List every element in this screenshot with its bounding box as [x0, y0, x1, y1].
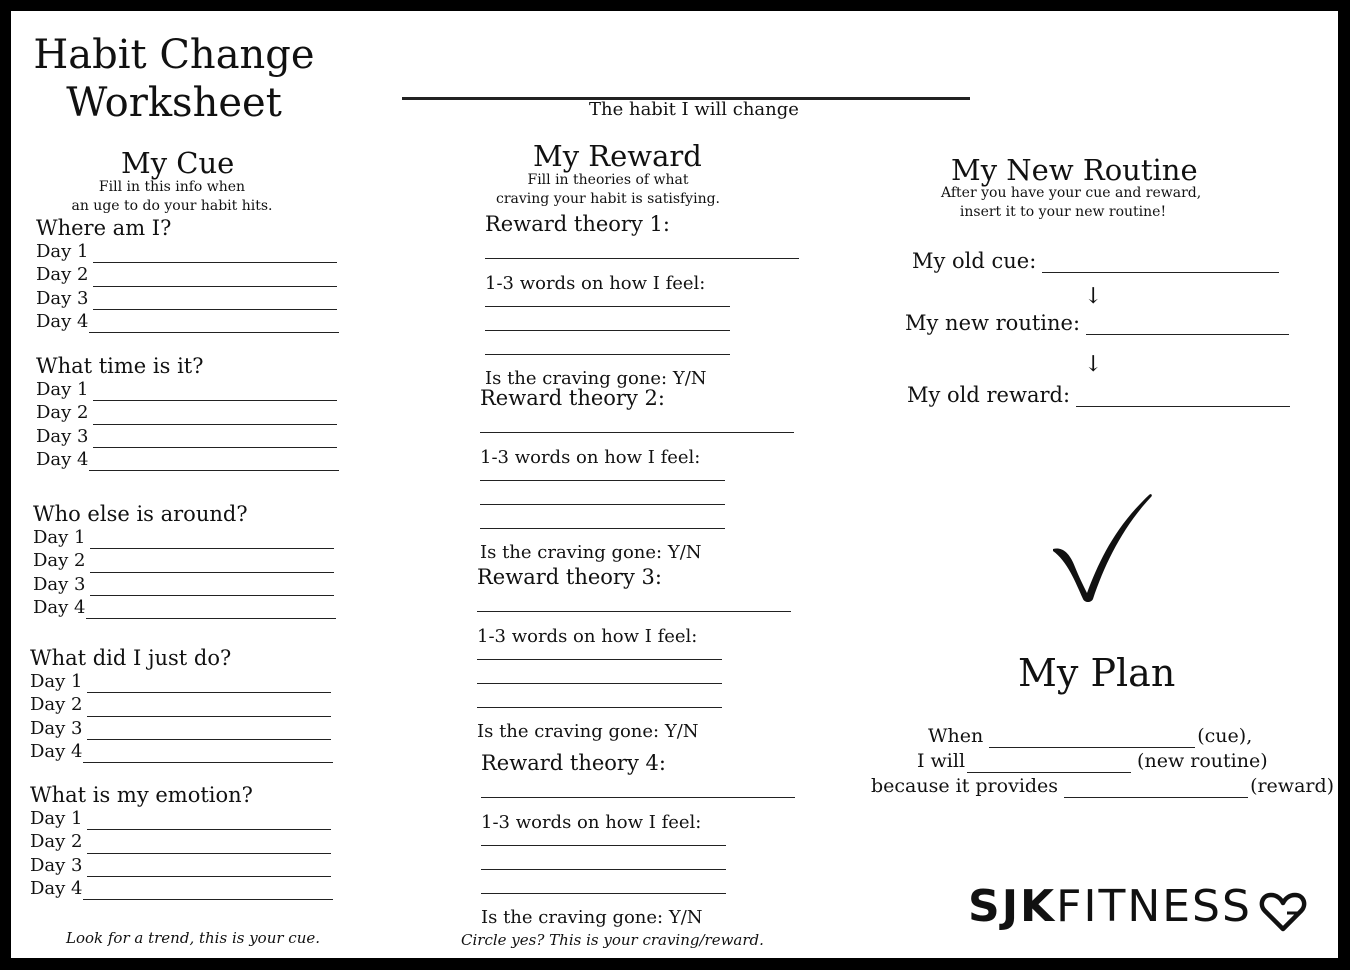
reward-theory: [481, 751, 801, 931]
reward-heading: My Reward: [533, 139, 702, 173]
feel-input-line[interactable]: [480, 504, 725, 505]
day-label: Day 2: [30, 831, 83, 853]
day-label: Day 4: [36, 448, 89, 470]
day-label: Day 3: [36, 425, 89, 447]
feel-label: 1-3 words on how I feel:: [480, 447, 701, 468]
day-row: [30, 854, 333, 877]
day-label: Day 4: [30, 877, 83, 899]
old-reward-row: [907, 383, 1290, 407]
day-row: [36, 287, 339, 310]
cue-section: [30, 646, 333, 763]
cue-subtitle: Fill in this info when an uge to do your habit hits.: [71, 179, 273, 214]
day-row: [36, 401, 339, 424]
feel-input-line[interactable]: [480, 480, 725, 481]
day-row: [36, 263, 339, 286]
old-cue-label: My old cue:: [912, 249, 1037, 273]
day-label: Day 2: [30, 694, 83, 716]
day-row: [33, 526, 336, 549]
cue-heading: My Cue: [121, 146, 235, 180]
feel-label: 1-3 words on how I feel:: [485, 273, 706, 294]
cue-section: [33, 502, 336, 619]
brand-logo: [968, 881, 1252, 932]
day-label: Day 3: [30, 717, 83, 739]
old-cue-input-line[interactable]: [1042, 256, 1279, 273]
feel-input-line[interactable]: [485, 330, 730, 331]
cue-question: Who else is around?: [33, 502, 248, 526]
day-label: Day 3: [33, 573, 86, 595]
day-label: Day 3: [36, 287, 89, 309]
routine-subtitle: After you have your cue and reward, insert it to your new routine!: [941, 185, 1202, 220]
craving-gone-label[interactable]: Is the craving gone: Y/N: [481, 907, 703, 928]
plan-when-row: [928, 724, 1252, 748]
day-input-line[interactable]: [87, 815, 331, 830]
day-row: [33, 549, 336, 572]
reward-theory-input-line[interactable]: [480, 432, 794, 433]
day-row: [30, 670, 333, 693]
feel-input-line[interactable]: [485, 306, 730, 307]
new-routine-input-line[interactable]: [1086, 318, 1289, 335]
new-routine-row: [905, 311, 1289, 335]
day-input-line[interactable]: [93, 410, 337, 425]
day-label: Day 1: [36, 241, 89, 262]
plan-because-label: because it provides: [871, 775, 1059, 797]
reward-theory-label: Reward theory 4:: [481, 751, 666, 775]
day-label: Day 1: [33, 527, 86, 548]
plan-cue-input-line[interactable]: [989, 733, 1195, 748]
down-arrow-icon: ↓: [1084, 284, 1103, 309]
cue-question: What is my emotion?: [30, 783, 253, 807]
craving-gone-label[interactable]: Is the craving gone: Y/N: [477, 721, 699, 742]
plan-will-row: [917, 749, 1268, 773]
day-label: Day 2: [33, 550, 86, 572]
cue-question: What time is it?: [36, 354, 204, 378]
day-input-line[interactable]: [83, 885, 333, 900]
day-row: [36, 425, 339, 448]
day-input-line[interactable]: [87, 702, 331, 717]
feel-label: 1-3 words on how I feel:: [477, 626, 698, 647]
reward-theory-label: Reward theory 2:: [480, 386, 665, 410]
feel-input-line[interactable]: [477, 707, 722, 708]
day-input-line[interactable]: [93, 433, 337, 448]
day-label: Day 2: [36, 264, 89, 286]
feel-input-line[interactable]: [485, 354, 730, 355]
reward-subtitle: Fill in theories of what craving your habit is satisfying.: [496, 172, 720, 207]
worksheet-title: Habit Change Worksheet: [33, 32, 315, 126]
day-row: [36, 448, 339, 471]
reward-theory: [485, 212, 805, 392]
day-row: [30, 740, 333, 763]
day-input-line[interactable]: [89, 456, 339, 471]
day-label: Day 1: [30, 808, 83, 829]
reward-theory: [477, 565, 797, 745]
day-input-line[interactable]: [87, 725, 331, 740]
reward-footer: Circle yes? This is your craving/reward.: [461, 931, 764, 949]
plan-because-row: [871, 774, 1334, 798]
feel-input-line[interactable]: [477, 683, 722, 684]
heart-icon: [1259, 891, 1307, 933]
old-reward-label: My old reward:: [907, 383, 1071, 407]
reward-theory-label: Reward theory 3:: [477, 565, 662, 589]
feel-input-line[interactable]: [480, 528, 725, 529]
day-label: Day 4: [30, 740, 83, 762]
day-input-line[interactable]: [93, 386, 337, 401]
day-input-line[interactable]: [83, 748, 333, 763]
cue-question: Where am I?: [36, 216, 172, 240]
old-reward-input-line[interactable]: [1076, 390, 1290, 407]
day-input-line[interactable]: [93, 248, 337, 263]
day-row: [30, 877, 333, 900]
day-input-line[interactable]: [87, 862, 331, 877]
day-row: [33, 573, 336, 596]
day-input-line[interactable]: [90, 581, 334, 596]
checkmark-icon: [1049, 489, 1155, 605]
day-row: [30, 693, 333, 716]
plan-heading: My Plan: [1018, 651, 1176, 695]
reward-theory-input-line[interactable]: [485, 258, 799, 259]
worksheet-page: [11, 11, 1338, 958]
routine-heading: My New Routine: [951, 153, 1198, 187]
feel-input-line[interactable]: [477, 659, 722, 660]
cue-section: [36, 216, 339, 333]
feel-input-line[interactable]: [481, 869, 726, 870]
plan-reward-tag: (reward): [1250, 775, 1335, 797]
day-row: [36, 378, 339, 401]
reward-theory-input-line[interactable]: [477, 611, 791, 612]
day-label: Day 1: [36, 379, 89, 400]
day-input-line[interactable]: [93, 295, 337, 310]
reward-theory-input-line[interactable]: [481, 797, 795, 798]
reward-theory-label: Reward theory 1:: [485, 212, 670, 236]
feel-input-line[interactable]: [481, 893, 726, 894]
plan-reward-input-line[interactable]: [1064, 783, 1248, 798]
day-input-line[interactable]: [87, 839, 331, 854]
feel-label: 1-3 words on how I feel:: [481, 812, 702, 833]
day-label: Day 3: [30, 854, 83, 876]
plan-cue-tag: (cue),: [1197, 725, 1253, 747]
brand-part1: SJK: [968, 881, 1057, 932]
habit-caption: The habit I will change: [589, 99, 799, 120]
reward-theory: [480, 386, 800, 566]
plan-routine-input-line[interactable]: [967, 758, 1131, 773]
day-label: Day 1: [30, 671, 83, 692]
craving-gone-label[interactable]: Is the craving gone: Y/N: [485, 368, 707, 389]
day-row: [36, 310, 339, 333]
down-arrow-icon: ↓: [1084, 352, 1103, 377]
old-cue-row: [912, 249, 1279, 273]
cue-section: [30, 783, 333, 900]
craving-gone-label[interactable]: Is the craving gone: Y/N: [480, 542, 702, 563]
day-input-line[interactable]: [86, 604, 336, 619]
plan-routine-tag: (new routine): [1137, 750, 1268, 772]
day-label: Day 2: [36, 402, 89, 424]
plan-when-label: When: [928, 725, 984, 747]
day-row: [33, 596, 336, 619]
new-routine-label: My new routine:: [905, 311, 1081, 335]
day-label: Day 4: [36, 310, 89, 332]
day-input-line[interactable]: [90, 534, 334, 549]
day-row: [30, 807, 333, 830]
day-input-line[interactable]: [93, 272, 337, 287]
feel-input-line[interactable]: [481, 845, 726, 846]
day-row: [30, 830, 333, 853]
day-input-line[interactable]: [90, 558, 334, 573]
day-input-line[interactable]: [87, 678, 331, 693]
day-row: [36, 240, 339, 263]
brand-part2: FITNESS: [1056, 881, 1252, 932]
plan-will-label: I will: [917, 750, 966, 772]
day-input-line[interactable]: [89, 318, 339, 333]
cue-section: [36, 354, 339, 471]
day-label: Day 4: [33, 596, 86, 618]
cue-question: What did I just do?: [30, 646, 232, 670]
day-row: [30, 717, 333, 740]
cue-footer: Look for a trend, this is your cue.: [66, 929, 321, 947]
